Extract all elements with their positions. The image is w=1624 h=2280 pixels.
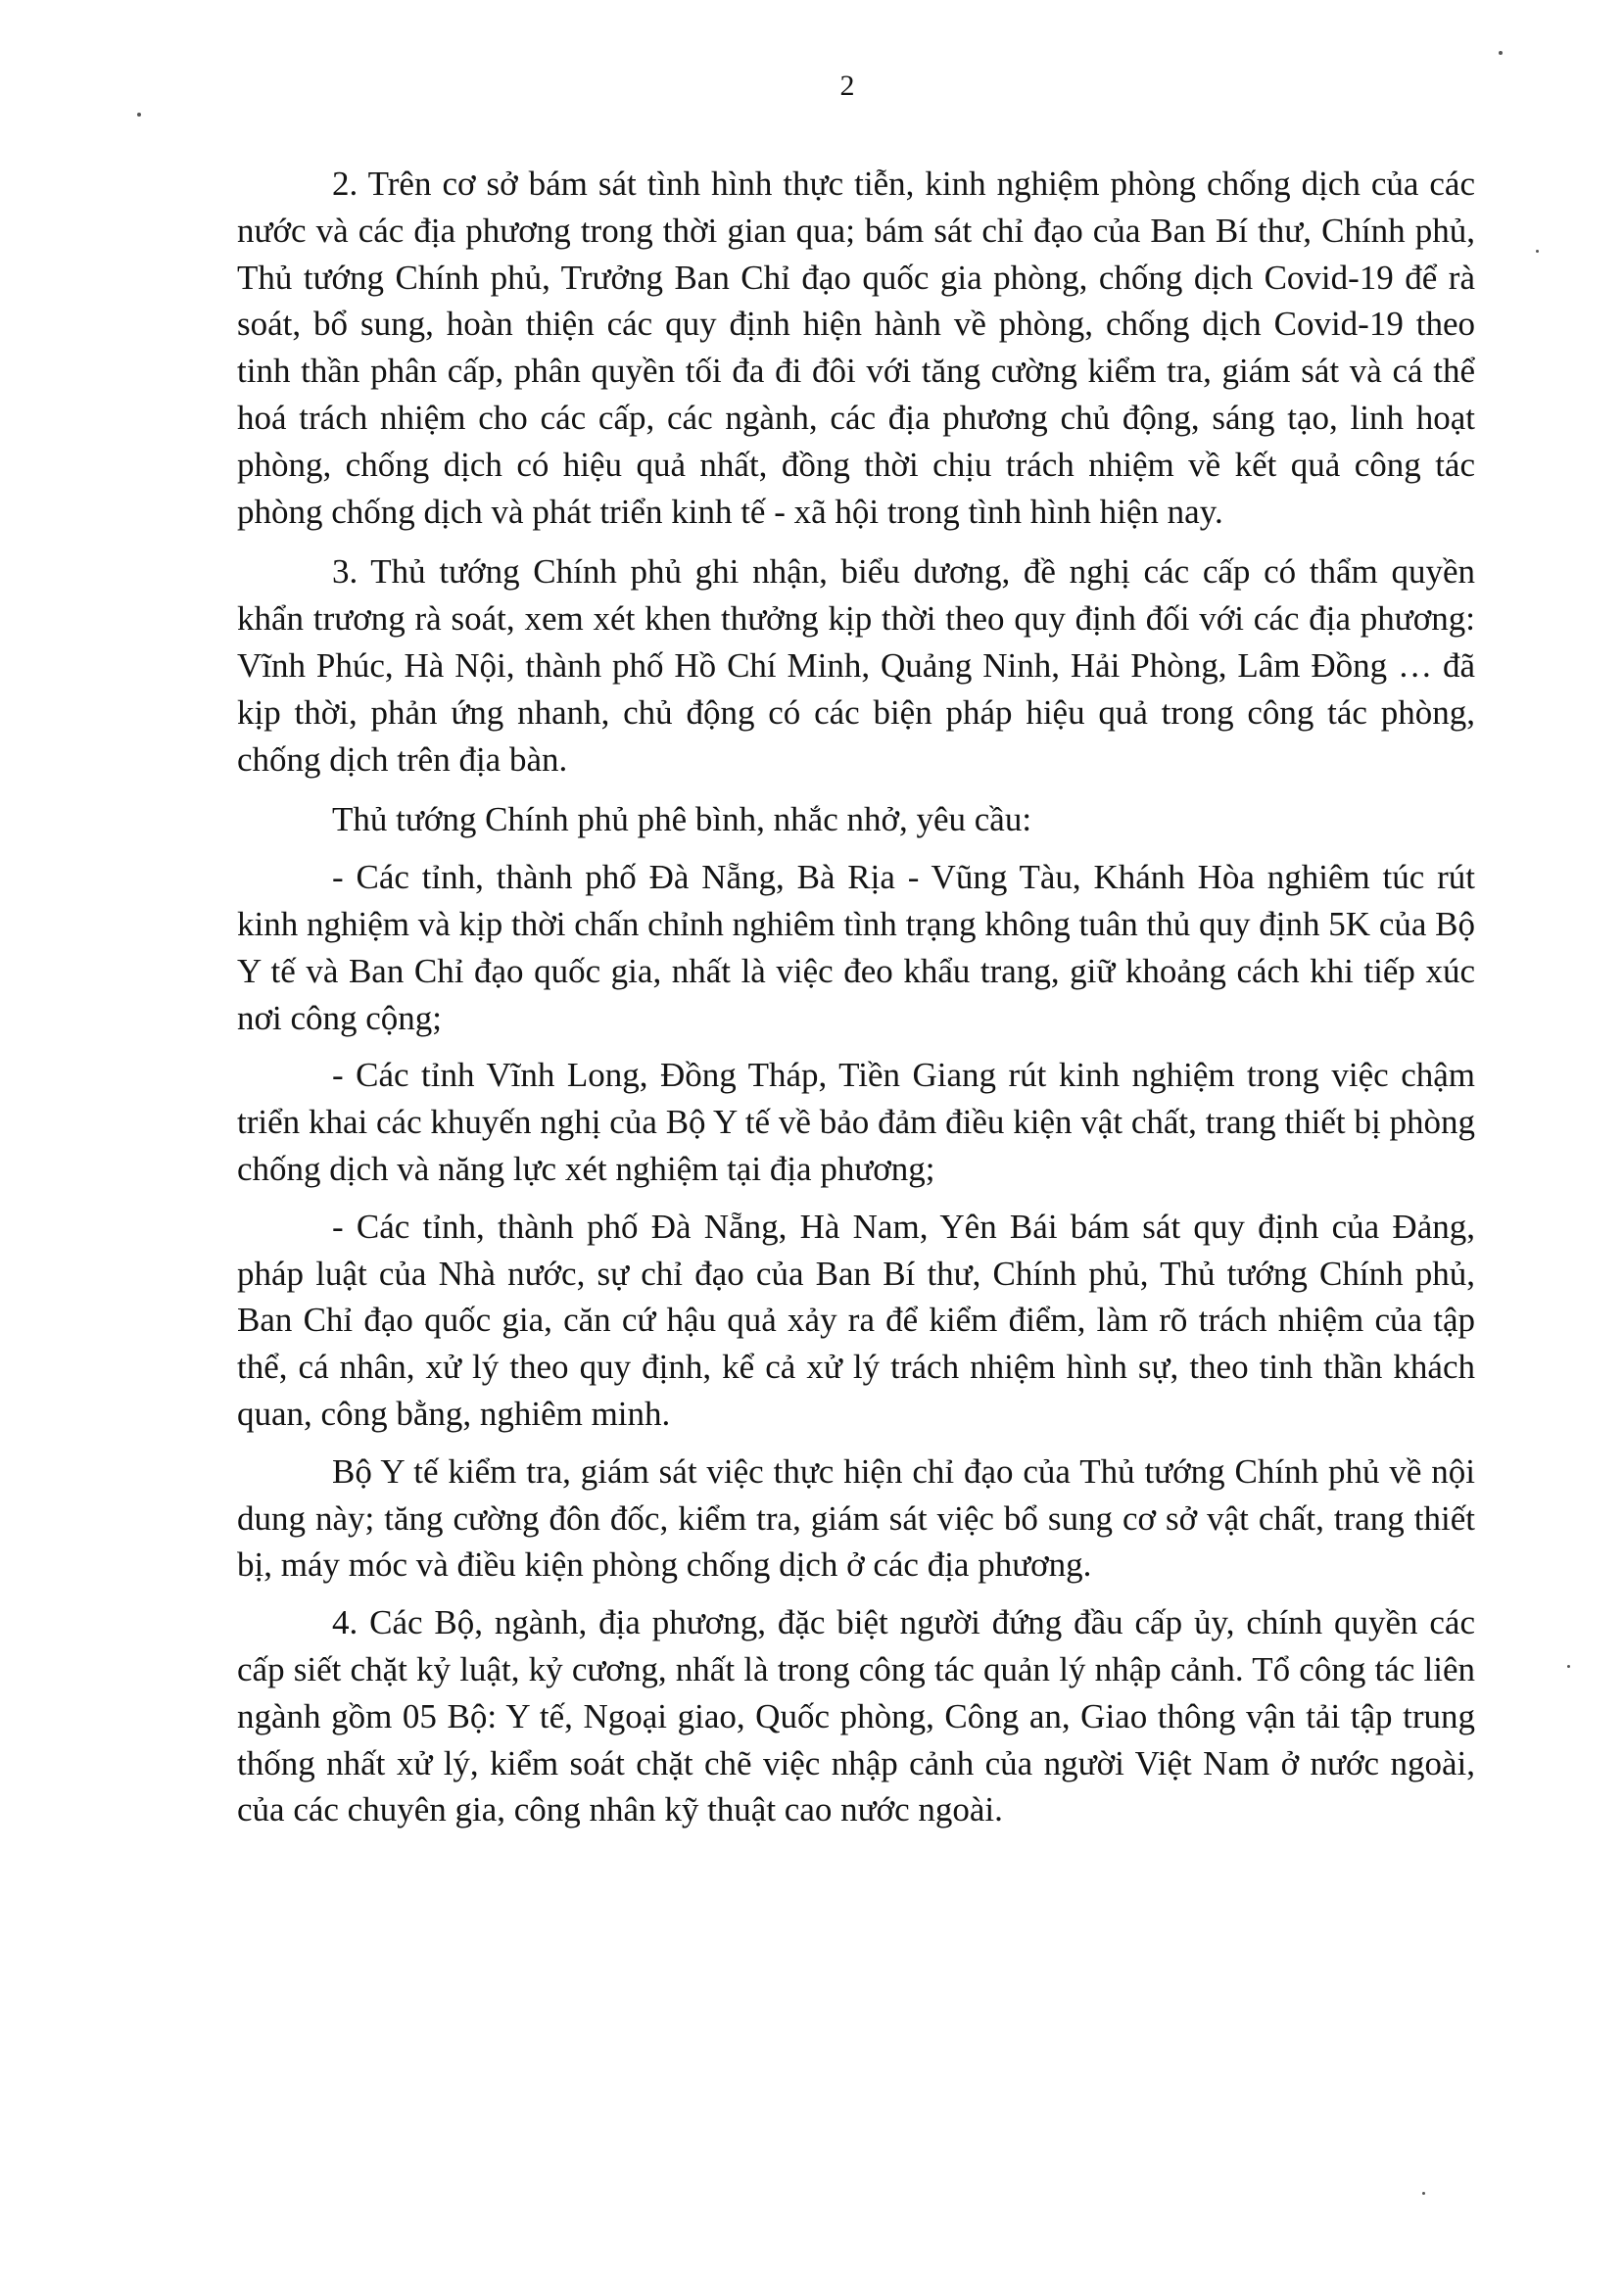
paragraph-bullet-danang-bariavungtau-khanhhoa: - Các tỉnh, thành phố Đà Nẵng, Bà Rịa - Vũng Tàu, Khánh Hòa nghiêm túc rút kinh nghiệm và kịp thời chấn chỉnh nghiêm tình trạng không tuân thủ quy định 5K của Bộ Y tế và Ban Chỉ đạo quốc gia, nhất là việc đeo khẩu trang, giữ khoảng cách khi tiếp xúc nơi công cộng; — [237, 858, 1475, 1037]
paragraph-bullet-danang-hanam-yenbai: - Các tỉnh, thành phố Đà Nẵng, Hà Nam, Yên Bái bám sát quy định của Đảng, pháp luật của Nhà nước, sự chỉ đạo của Ban Bí thư, Chính phủ, Thủ tướng Chính phủ, Ban Chỉ đạo quốc gia, căn cứ hậu quả xảy ra để kiểm điểm, làm rõ trách nhiệm của tập thể, cá nhân, xử lý theo quy định, kể cả xử lý trách nhiệm hình sự, theo tinh thần khách quan, công bằng, nghiêm minh. — [237, 1207, 1475, 1433]
document-body — [237, 161, 1475, 1844]
scan-speck — [1422, 2192, 1425, 2195]
paragraph-item-2: 2. Trên cơ sở bám sát tình hình thực tiễn, kinh nghiệm phòng chống dịch của các nước và các địa phương trong thời gian qua; bám sát chỉ đạo của Ban Bí thư, Chính phủ, Thủ tướng Chính phủ, Trưởng Ban Chỉ đạo quốc gia phòng, chống dịch Covid-19 để rà soát, bổ sung, hoàn thiện các quy định hiện hành về phòng, chống dịch Covid-19 theo tinh thần phân cấp, phân quyền tối đa đi đôi với tăng cường kiểm tra, giám sát và cá thể hoá trách nhiệm cho các cấp, các ngành, các địa phương chủ động, sáng tạo, linh hoạt phòng, chống dịch có hiệu quả nhất, đồng thời chịu trách nhiệm về kết quả công tác phòng chống dịch và phát triển kinh tế - xã hội trong tình hình hiện nay. — [237, 165, 1475, 531]
scan-speck — [1499, 51, 1503, 55]
scan-speck — [1567, 1665, 1570, 1668]
paragraph-ministry-of-health: Bộ Y tế kiểm tra, giám sát việc thực hiện chỉ đạo của Thủ tướng Chính phủ về nội dung này; tăng cường đôn đốc, kiểm tra, giám sát việc bổ sung cơ sở vật chất, trang thiết bị, máy móc và điều kiện phòng chống dịch ở các địa phương. — [237, 1451, 1475, 1585]
paragraph-item-3: 3. Thủ tướng Chính phủ ghi nhận, biểu dương, đề nghị các cấp có thẩm quyền khẩn trương rà soát, xem xét khen thưởng kịp thời theo quy định đối với các địa phương: Vĩnh Phúc, Hà Nội, thành phố Hồ Chí Minh, Quảng Ninh, Hải Phòng, Lâm Đồng … đã kịp thời, phản ứng nhanh, chủ động có các biện pháp hiệu quả trong công tác phòng, chống dịch trên địa bàn. — [237, 552, 1475, 779]
paragraph-item-4: 4. Các Bộ, ngành, địa phương, đặc biệt người đứng đầu cấp ủy, chính quyền các cấp siết chặt kỷ luật, kỷ cương, nhất là trong công tác quản lý nhập cảnh. Tổ công tác liên ngành gồm 05 Bộ: Y tế, Ngoại giao, Quốc phòng, Công an, Giao thông vận tải tập trung thống nhất xử lý, kiểm soát chặt chẽ việc nhập cảnh của người Việt Nam ở nước ngoài, của các chuyên gia, công nhân kỹ thuật cao nước ngoài. — [237, 1603, 1475, 1829]
scan-speck — [1536, 250, 1539, 253]
paragraph-bullet-vinhlong-dongthap-tiengiang: - Các tỉnh Vĩnh Long, Đồng Tháp, Tiền Giang rút kinh nghiệm trong việc chậm triển khai các khuyến nghị của Bộ Y tế về bảo đảm điều kiện vật chất, trang thiết bị phòng chống dịch và năng lực xét nghiệm tại địa phương; — [237, 1056, 1475, 1188]
scan-speck — [137, 113, 141, 117]
page-number: 2 — [839, 70, 855, 102]
paragraph-criticism-intro: Thủ tướng Chính phủ phê bình, nhắc nhở, yêu cầu: — [332, 800, 1032, 839]
